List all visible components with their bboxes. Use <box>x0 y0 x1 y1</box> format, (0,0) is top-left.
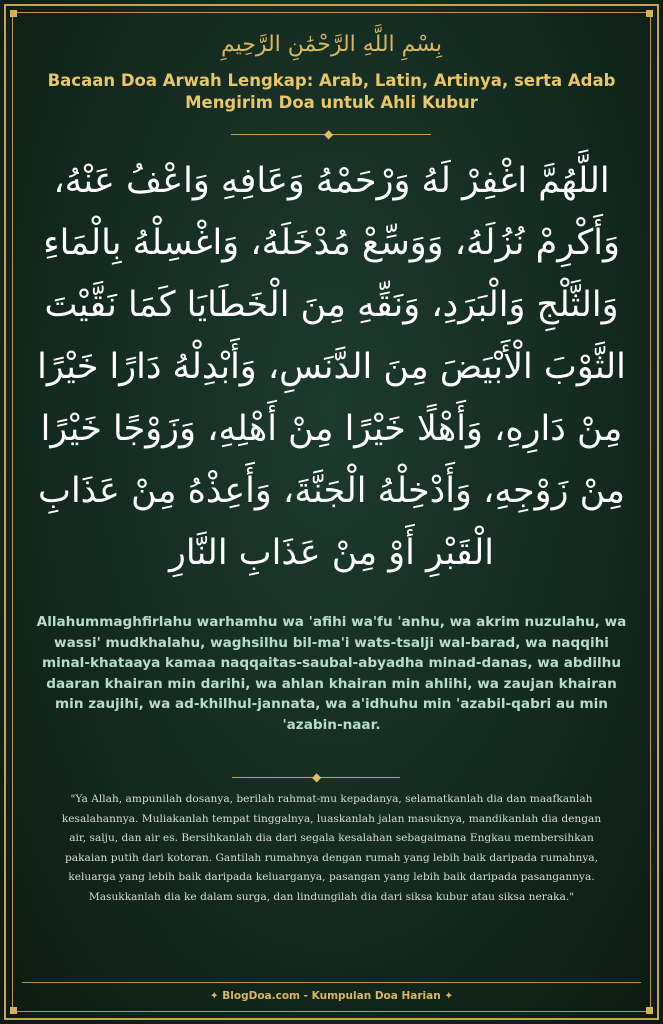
corner-ornament <box>646 1007 653 1014</box>
page-title: Bacaan Doa Arwah Lengkap: Arab, Latin, Artinya, serta Adab Mengirim Doa untuk Ahli Kubur <box>47 71 616 112</box>
translation-text: "Ya Allah, ampunilah dosanya, berilah rahmat-mu kepadanya, selamatkanlah dia dan maafkanlah kesalahannya. Muliakanlah tempat tinggalnya, luaskanlah jalan masuknya, mandikanlah dia dengan air, salju, dan air es. Bersihkanlah dia dari segala kesalahan sebagaimana Engkau membersihkan pakaian putih dari kotoran. Gantilah rumahnya dengan rumah yang lebih baik daripada rumahnya, keluarga yang lebih baik daripada keluarganya, pasangan yang lebih baik daripada pasangannya. Masukkanlah dia ke dalam surga, dan lindungilah dia dari siksa kubur atau siksa neraka." <box>61 793 602 903</box>
corner-ornament <box>10 10 17 17</box>
corner-ornament <box>646 10 653 17</box>
arabic-text: اللَّهُمَّ اغْفِرْ لَهُ وَرْحَمْهُ وَعَافِهِ وَاعْفُ عَنْهُ، وَأَكْرِمْ نُزُلَهُ، وَوَسِّعْ مُدْخَلَهُ، وَاغْسِلْهُ بِالْمَاءِ وَالثَّلْجِ وَالْبَرَدِ، وَنَقِّهِ مِنَ الْخَطَايَا كَمَا نَقَّيْتَ الثَّوْبَ الْأَبْيَضَ مِنَ الدَّنَسِ، وَأَبْدِلْهُ دَارًا خَيْرًا مِنْ دَارِهِ، وَأَهْلًا خَيْرًا مِنْ أَهْلِهِ، وَزَوْجًا خَيْرًا مِنْ زَوْجِهِ، وَأَدْخِلْهُ الْجَنَّةَ، وَأَعِذْهُ مِنْ عَذَابِ الْقَبْرِ أَوْ مِنْ عَذَابِ النَّارِ <box>37 161 626 573</box>
diamond-icon: ◆ <box>324 127 334 141</box>
footer-divider <box>22 982 641 983</box>
latin-transliteration: Allahummaghfirlahu warhamhu wa 'afihi wa'fu 'anhu, wa akrim nuzulahu, wa wassi' mudkhalahu, waghsilhu bil-ma'i wats-tsalji wal-barad, wa naqqihi minal-khataaya kamaa naqqaitas-saubal-abyadha minad-danas, wa abdilhu daaran khairan min darihi, wa ahlan khairan min ahlihi, wa zaujan khairan min zaujihi, wa ad-khilhul-jannata, wa a'idhuhu min 'azabil-qabri au min 'azabin-naar. <box>36 614 627 733</box>
basmala: بِسْمِ اللَّهِ الرَّحْمَٰنِ الرَّحِيمِ <box>220 32 443 57</box>
diamond-icon: ◆ <box>312 770 322 784</box>
corner-ornament <box>10 1007 17 1014</box>
footer-credit: ✦ BlogDoa.com - Kumpulan Doa Harian ✦ <box>209 990 454 1002</box>
